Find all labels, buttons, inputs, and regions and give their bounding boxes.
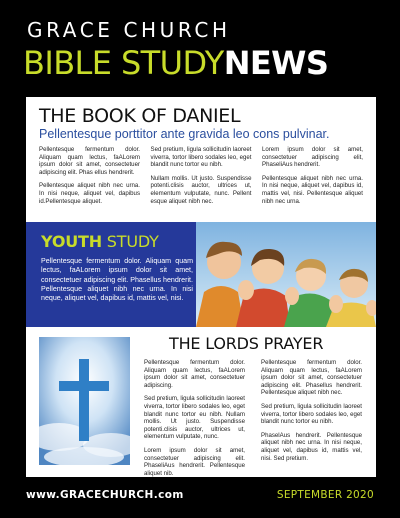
lords-prayer-columns [144,359,362,477]
headline-news: NEWS [223,44,329,82]
church-name: GRACE CHURCH [27,18,231,42]
daniel-article [26,97,376,222]
youth-study-title [41,232,159,251]
youth-title-word: YOUTH [41,232,102,251]
youth-group-photo [196,222,376,327]
headline-bible-study: BIBLE STUDY [23,44,224,82]
paragraph: Sed pretium, ligula sollicitudin laoreet viverra, tortor libero sodales leo, eget blandit nunc tortor eu nibh. [261,402,362,426]
daniel-subtitle: Pellentesque porttitor ante gravida leo cons pulvinar. [39,127,330,141]
newsletter-headline [23,44,328,82]
paragraph: Lorem ipsum dolor sit amet, consectetuer adipiscing elit, PhaseliAus hendrerit. [262,146,363,169]
footer-website-link[interactable]: www.GRACECHURCH.com [26,489,184,501]
masthead [0,0,400,100]
daniel-column-1 [39,146,140,211]
footer-issue-date: SEPTEMBER 2020 [276,489,374,501]
paragraph: Sed pretium, ligula sollicitudin laoreet viverra, tortor libero sodales leo, eget blandit nunc tortor eu nibh. Nullam mollis. Ut justo. Suspendisse potenti.clisis auctor, ultrices ut, elementum vulputate, nunc. [144,395,245,441]
paragraph: Pellentesque fermentum dolor. Aliquam quam lectus, faALorem ipsum dolor sit amet, consectetuer adipiscing elit. Phasellus hendrerit. Pellentesque aliquet nibh nec. [261,359,362,397]
daniel-column-2 [151,146,252,211]
paragraph: Pellentesque aliquet nibh nec urna. In nisi neque, aliquet vel, dapibus id, mattis vel, nisi. Pellentesque aliquet nibh nec urna. [262,174,363,205]
study-title-word: STUDY [101,232,159,251]
paragraph: Nullam mollis. Ut justo. Suspendisse potenti.clisis auctor, ultrices ut, elementum vulputate, nunc. Pellent esque aliquet nibh nec. [150,174,252,205]
youth-study-text: Pellentesque fermentum dolor. Aliquam quam lectus, faALorem ipsum dolor sit amet, consectetuer adipiscing elit. Phasellus hendrerit. Pellentesque aliquet nibh nec urna. In nisi neque, aliquet vel, dapibus id, mattis vel, nisi. [41,257,193,303]
cross-in-sky-image [39,337,130,465]
lords-prayer-article [26,327,376,477]
lords-column-2 [261,359,362,477]
youth-study-banner [26,222,376,327]
daniel-title: THE BOOK OF DANIEL [39,105,241,127]
paragraph: Pellentesque fermentum dolor. Aliquam quam lectus, faALorem ipsum dolor sit amet, consectetuer adipiscing. [144,359,245,389]
daniel-columns [39,146,363,211]
paragraph: Pellentesque aliquet nibh nec urna. In nisi neque, aliquet vel, dapibus id.Pellentesque aliquet. [39,182,140,205]
paragraph: PhaselAus hendrerit. Pellentesque aliquet nibh nec urna. In nisi neque, aliquet vel, dapibus id, mattis vel, nisi. Sed pretium. [261,431,362,462]
paragraph: Sed pretium, ligula sollicitudin laoreet viverra, tortor libero sodales leo, eget blandit nunc tortor eu nibh. [150,146,252,169]
paragraph: Lorem ipsum dolor sit amet, consectetuer adipiscing elit. PhaseliAus hendrerit. Pellentesque aliquet nib. [144,446,245,477]
daniel-column-3 [262,146,363,211]
lords-column-1 [144,359,245,477]
paragraph: Pellentesque fermentum dolor. Aliquam quam lectus, faALorem ipsum dolor sit amet, consectetuer adipiscing elit. Phas ellus hendrerit. [39,146,140,176]
lords-prayer-title: THE LORDS PRAYER [169,334,324,353]
